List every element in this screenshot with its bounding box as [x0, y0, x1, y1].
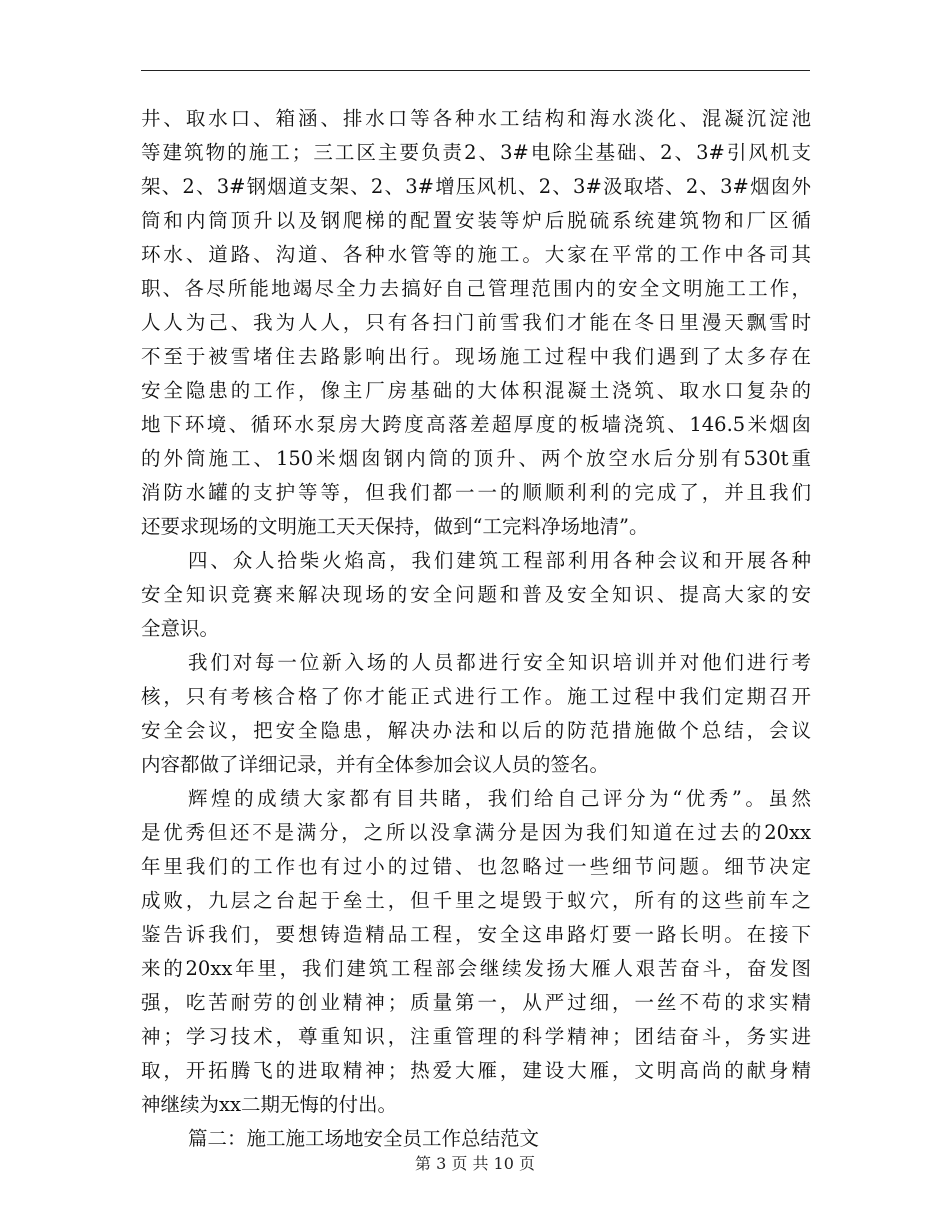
paragraph-start-line: 我们对每一位新入场的人员都进行安全知识培训并对他们进行考 — [188, 651, 811, 674]
text-line: 神；学习技术，尊重知识，注重管理的科学精神；团结奋斗，务实进 — [141, 1025, 811, 1048]
paragraph-start-line: 四、众人拾柴火焰高，我们建筑工程部利用各种会议和开展各种 — [188, 549, 811, 572]
body-text — [141, 102, 811, 1156]
text-line: 核，只有考核合格了你才能正式进行工作。施工过程中我们定期召开 — [141, 685, 811, 708]
text-line: 安全知识竞赛来解决现场的安全问题和普及安全知识、提高大家的安 — [141, 583, 811, 606]
text-line: 取，开拓腾飞的进取精神；热爱大雁，建设大雁，文明高尚的献身精 — [141, 1059, 811, 1082]
text-line: 全意识。 — [141, 617, 220, 640]
text-line: 安全会议，把安全隐患，解决办法和以后的防范措施做个总结，会议 — [141, 719, 811, 742]
text-line: 架、2、3#钢烟道支架、2、3#增压风机、2、3#汲取塔、2、3#烟囱外 — [141, 175, 811, 198]
text-line: 鉴告诉我们，要想铸造精品工程，安全这串路灯要一路长明。在接下 — [141, 923, 811, 946]
text-line: 筒和内筒顶升以及钢爬梯的配置安装等炉后脱硫系统建筑物和厂区循 — [141, 209, 811, 232]
text-line: 成败，九层之台起于垒土，但千里之堤毁于蚁穴，所有的这些前车之 — [141, 889, 811, 912]
text-line: 等建筑物的施工；三工区主要负责2、3#电除尘基础、2、3#引风机支 — [141, 141, 811, 164]
text-line: 是优秀但还不是满分，之所以没拿满分是因为我们知道在过去的20xx — [141, 821, 811, 844]
text-line: 还要求现场的文明施工天天保持，做到“工完料净场地清”。 — [141, 515, 649, 538]
text-line: 不至于被雪堵住去路影响出行。现场施工过程中我们遇到了太多存在 — [141, 345, 811, 368]
header-divider — [141, 70, 810, 71]
paragraph-start-line: 辉煌的成绩大家都有目共睹，我们给自己评分为“优秀”。虽然 — [188, 787, 811, 810]
text-line: 环水、道路、沟道、各种水管等的施工。大家在平常的工作中各司其 — [141, 243, 811, 266]
text-line: 的外筒施工、150米烟囱钢内筒的顶升、两个放空水后分别有530t重 — [141, 447, 811, 470]
text-line: 地下环境、循环水泵房大跨度高落差超厚度的板墙浇筑、146.5米烟囱 — [141, 413, 811, 436]
text-line: 职、各尽所能地竭尽全力去搞好自己管理范围内的安全文明施工工作， — [141, 277, 811, 300]
text-line: 内容都做了详细记录，并有全体参加会议人员的签名。 — [141, 753, 610, 776]
text-line: 人人为己、我为人人，只有各扫门前雪我们才能在冬日里漫天飘雪时 — [141, 311, 811, 334]
text-line: 年里我们的工作也有过小的过错、也忽略过一些细节问题。细节决定 — [141, 855, 811, 878]
text-line: 井、取水口、箱涵、排水口等各种水工结构和海水淡化、混凝沉淀池 — [141, 107, 811, 130]
page-number: 第 3 页 共 10 页 — [415, 1154, 535, 1173]
text-line: 消防水罐的支护等等，但我们都一一的顺顺利利的完成了，并且我们 — [141, 481, 811, 504]
text-line: 来的20xx年里，我们建筑工程部会继续发扬大雁人艰苦奋斗，奋发图 — [141, 957, 811, 980]
section-heading: 篇二：施工施工场地安全员工作总结范文 — [188, 1127, 540, 1150]
text-line: 神继续为xx二期无悔的付出。 — [141, 1093, 397, 1116]
text-line: 强，吃苦耐劳的创业精神；质量第一，从严过细，一丝不苟的求实精 — [141, 991, 811, 1014]
text-line: 安全隐患的工作，像主厂房基础的大体积混凝土浇筑、取水口复杂的 — [141, 379, 811, 402]
